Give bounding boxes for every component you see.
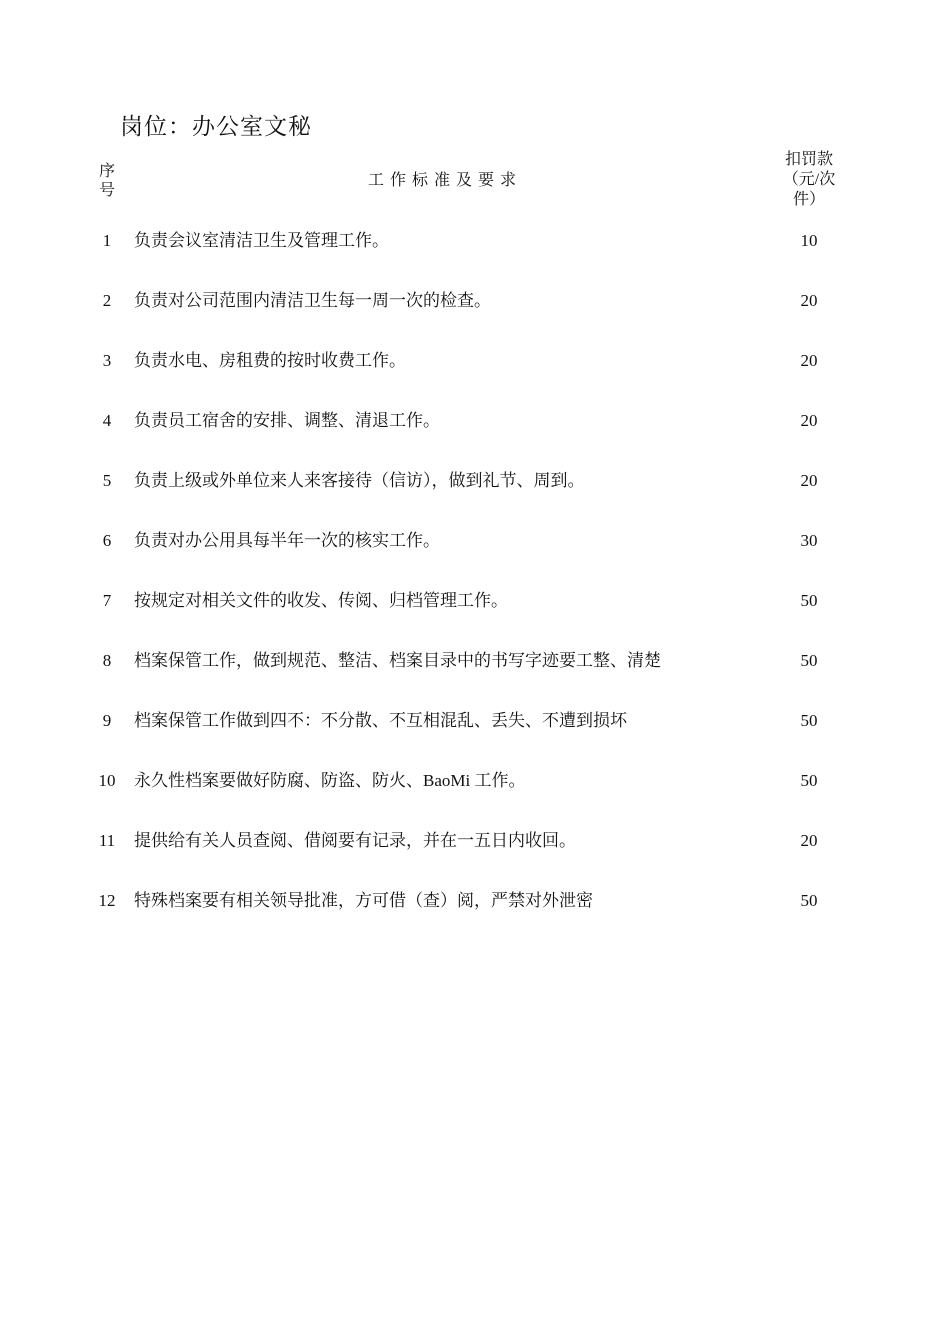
row-requirement: 提供给有关人员查阅、借阅要有记录，并在一五日内收回。 [134, 831, 576, 850]
header-num-line-1: 序 [98, 163, 115, 180]
row-penalty: 50 [800, 591, 818, 610]
standards-table-body [0, 224, 950, 944]
row-number: 11 [98, 831, 116, 850]
row-requirement: 负责对公司范围内清洁卫生每一周一次的检查。 [134, 291, 491, 310]
row-penalty: 50 [800, 891, 818, 910]
row-requirement: 档案保管工作做到四不：不分散、不互相混乱、丢失、不遭到损坏 [134, 711, 627, 730]
row-number: 1 [102, 231, 112, 250]
header-penalty-line-2: （元/次 [782, 171, 836, 188]
row-penalty: 50 [800, 651, 818, 670]
row-requirement: 负责对办公用具每半年一次的核实工作。 [134, 531, 440, 550]
row-requirement: 负责员工宿舍的安排、调整、清退工作。 [134, 411, 440, 430]
row-requirement: 特殊档案要有相关领导批准，方可借（查）阅，严禁对外泄密 [134, 891, 593, 910]
row-penalty: 20 [800, 471, 818, 490]
row-requirement: 负责水电、房租费的按时收费工作。 [134, 351, 406, 370]
table-row [0, 584, 950, 644]
table-row [0, 824, 950, 884]
row-requirement: 按规定对相关文件的收发、传阅、归档管理工作。 [134, 591, 508, 610]
row-penalty: 20 [800, 831, 818, 850]
column-header-serial-number [94, 162, 120, 200]
row-penalty: 50 [800, 771, 818, 790]
row-number: 8 [102, 651, 112, 670]
header-penalty-line-1: 扣罚款 [784, 151, 833, 168]
row-number: 4 [102, 411, 112, 430]
row-number: 6 [102, 531, 112, 550]
row-penalty: 10 [800, 231, 818, 250]
header-penalty-line-3: 件） [792, 191, 825, 208]
table-row [0, 284, 950, 344]
row-requirement: 负责上级或外单位来人来客接待（信访），做到礼节、周到。 [134, 471, 585, 490]
table-row [0, 764, 950, 824]
row-penalty: 20 [800, 351, 818, 370]
table-row [0, 344, 950, 404]
table-row [0, 884, 950, 944]
table-row [0, 464, 950, 524]
row-number: 3 [102, 351, 112, 370]
row-number: 2 [102, 291, 112, 310]
row-penalty: 50 [800, 711, 818, 730]
row-number: 5 [102, 471, 112, 490]
column-header-penalty [776, 150, 842, 210]
row-number: 9 [102, 711, 112, 730]
row-requirement: 永久性档案要做好防腐、防盗、防火、BaoMi 工作。 [134, 771, 526, 790]
table-row [0, 524, 950, 584]
row-number: 12 [98, 891, 116, 910]
row-penalty: 20 [800, 291, 818, 310]
table-row [0, 704, 950, 764]
column-header-standard: 工作标准及要求 [367, 172, 522, 189]
page-title: 岗位：办公室文秘 [120, 114, 312, 140]
table-row [0, 224, 950, 284]
row-penalty: 20 [800, 411, 818, 430]
row-penalty: 30 [800, 531, 818, 550]
row-number: 10 [98, 771, 116, 790]
table-row [0, 644, 950, 704]
table-row [0, 404, 950, 464]
row-number: 7 [102, 591, 112, 610]
header-num-line-2: 号 [98, 182, 115, 199]
row-requirement: 档案保管工作，做到规范、整洁、档案目录中的书写字迹要工整、清楚 [134, 651, 661, 670]
row-requirement: 负责会议室清洁卫生及管理工作。 [134, 231, 389, 250]
